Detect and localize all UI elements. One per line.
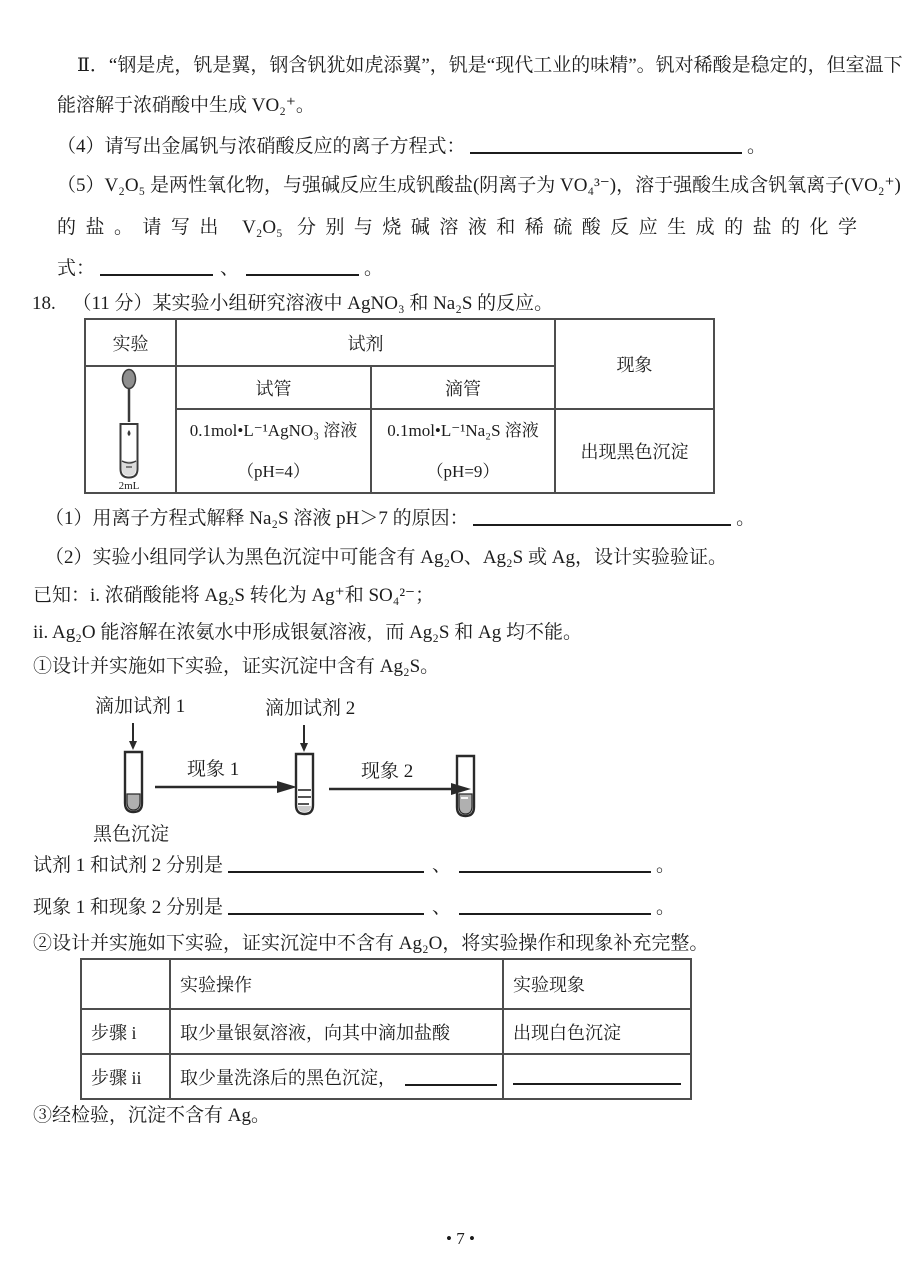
sub-question-3: ③经检验，沉淀不含有 Ag。 <box>33 1105 270 1126</box>
page-number: • 7 • <box>446 1229 475 1248</box>
step-phenomenon: 出现白色沉淀 <box>503 1009 691 1054</box>
question-5-answer-line: 式： 、 。 <box>57 258 384 279</box>
table2-header-phenomenon: 实验现象 <box>503 959 691 1009</box>
table1-header-phenomenon: 现象 <box>555 319 714 409</box>
table1-dropper-reagent: 0.1mol•L⁻¹Na₂S 溶液 （pH=9） <box>371 409 555 493</box>
answer-blank <box>246 256 359 276</box>
diagram-label-phen2: 现象 2 <box>361 761 414 782</box>
answer-blank <box>228 853 424 873</box>
diagram-label-phen1: 现象 1 <box>187 759 240 780</box>
step-operation: 取少量洗涤后的黑色沉淀， <box>170 1054 503 1099</box>
arrow-down-icon <box>129 723 137 750</box>
volume-label: 2mL <box>118 479 139 492</box>
answer-blank <box>405 1066 497 1086</box>
table-row <box>81 1009 691 1054</box>
question-4-text: （4）请写出金属钒与浓硝酸反应的离子方程式： <box>57 136 466 157</box>
intro-line-1: Ⅱ．“钢是虎，钒是翼，钢含钒犹如虎添翼”，钒是“现代工业的味精”。钒对稀酸是稳定的，但室温下 <box>77 55 903 76</box>
diagram-label-precipitate: 黑色沉淀 <box>93 824 170 845</box>
question-18-text: （11 分）某实验小组研究溶液中 AgNO₃ 和 Na₂S 的反应。 <box>72 293 554 314</box>
answer-blank <box>473 506 731 526</box>
answer-blank <box>459 853 651 873</box>
question-5-line-2: 的盐。请写出 V₂O₅ 分别与烧碱溶液和稀硫酸反应生成的盐的化学 <box>57 217 857 238</box>
sub-question-2: ②设计并实施如下实验，证实沉淀中不含有 Ag₂O，将实验操作和现象补充完整。 <box>33 933 709 954</box>
intro-line-2: 能溶解于浓硝酸中生成 VO₂⁺。 <box>57 95 315 116</box>
arrow-down-icon <box>300 725 308 752</box>
question-18-heading <box>32 292 553 316</box>
question-18-1: （1）用离子方程式解释 Na₂S 溶液 pH＞7 的原因： 。 <box>45 508 756 529</box>
table1-header-reagent: 试剂 <box>176 319 555 366</box>
phenomena-answer-line: 现象 1 和现象 2 分别是 、 。 <box>33 897 676 918</box>
step-label: 步骤 i <box>81 1009 170 1054</box>
diagram-label-reagent2: 滴加试剂 2 <box>265 698 356 719</box>
known-fact-i: 已知：i. 浓硝酸能将 Ag₂S 转化为 Ag⁺和 SO₄²⁻； <box>33 585 435 606</box>
reagents-answer-line: 试剂 1 和试剂 2 分别是 、 。 <box>33 855 676 876</box>
table1-subheader-tube: 试管 <box>176 366 371 409</box>
answer-blank <box>459 895 651 915</box>
known-fact-ii: ii. Ag₂O 能溶解在浓氨水中形成银氨溶液，而 Ag₂S 和 Ag 均不能。 <box>33 622 582 643</box>
test-tube-icon <box>125 752 142 812</box>
arrow-right-icon <box>329 783 471 795</box>
answer-blank <box>513 1065 681 1085</box>
step-operation: 取少量银氨溶液，向其中滴加盐酸 <box>170 1009 503 1054</box>
table1-phenomenon-value: 出现黑色沉淀 <box>555 409 714 493</box>
step-phenomenon <box>503 1054 691 1099</box>
table2-header-step <box>81 959 170 1009</box>
answer-blank <box>100 256 213 276</box>
question-5-line-1: （5）V₂O₅ 是两性氧化物，与强碱反应生成钒酸盐(阴离子为 VO₄³⁻)，溶于强酸生成含钒氧离子(VO₂⁺) <box>57 175 901 196</box>
table1-experiment-cell <box>85 366 176 493</box>
dropper-testtube-icon <box>86 368 175 492</box>
question-18-2: （2）实验小组同学认为黑色沉淀中可能含有 Ag₂O、Ag₂S 或 Ag，设计实验验证。 <box>45 547 727 568</box>
steps-table <box>80 958 692 1100</box>
table1-tube-reagent: 0.1mol•L⁻¹AgNO₃ 溶液 （pH=4） <box>176 409 371 493</box>
answer-blank <box>470 134 742 154</box>
table2-header-operation: 实验操作 <box>170 959 503 1009</box>
step-label: 步骤 ii <box>81 1054 170 1099</box>
sub-question-1: ①设计并实施如下实验，证实沉淀中含有 Ag₂S。 <box>33 656 440 677</box>
table1-subheader-dropper: 滴管 <box>371 366 555 409</box>
experiment-table <box>84 318 715 494</box>
question-number: 18. <box>32 293 56 314</box>
arrow-right-icon <box>155 781 297 793</box>
answer-blank <box>228 895 424 915</box>
diagram-label-reagent1: 滴加试剂 1 <box>95 696 186 717</box>
experiment-flow-diagram <box>57 690 537 848</box>
table-row <box>81 1054 691 1099</box>
question-4: （4）请写出金属钒与浓硝酸反应的离子方程式： 。 <box>57 136 767 157</box>
test-tube-icon <box>296 754 313 814</box>
table1-header-experiment: 实验 <box>85 319 176 366</box>
